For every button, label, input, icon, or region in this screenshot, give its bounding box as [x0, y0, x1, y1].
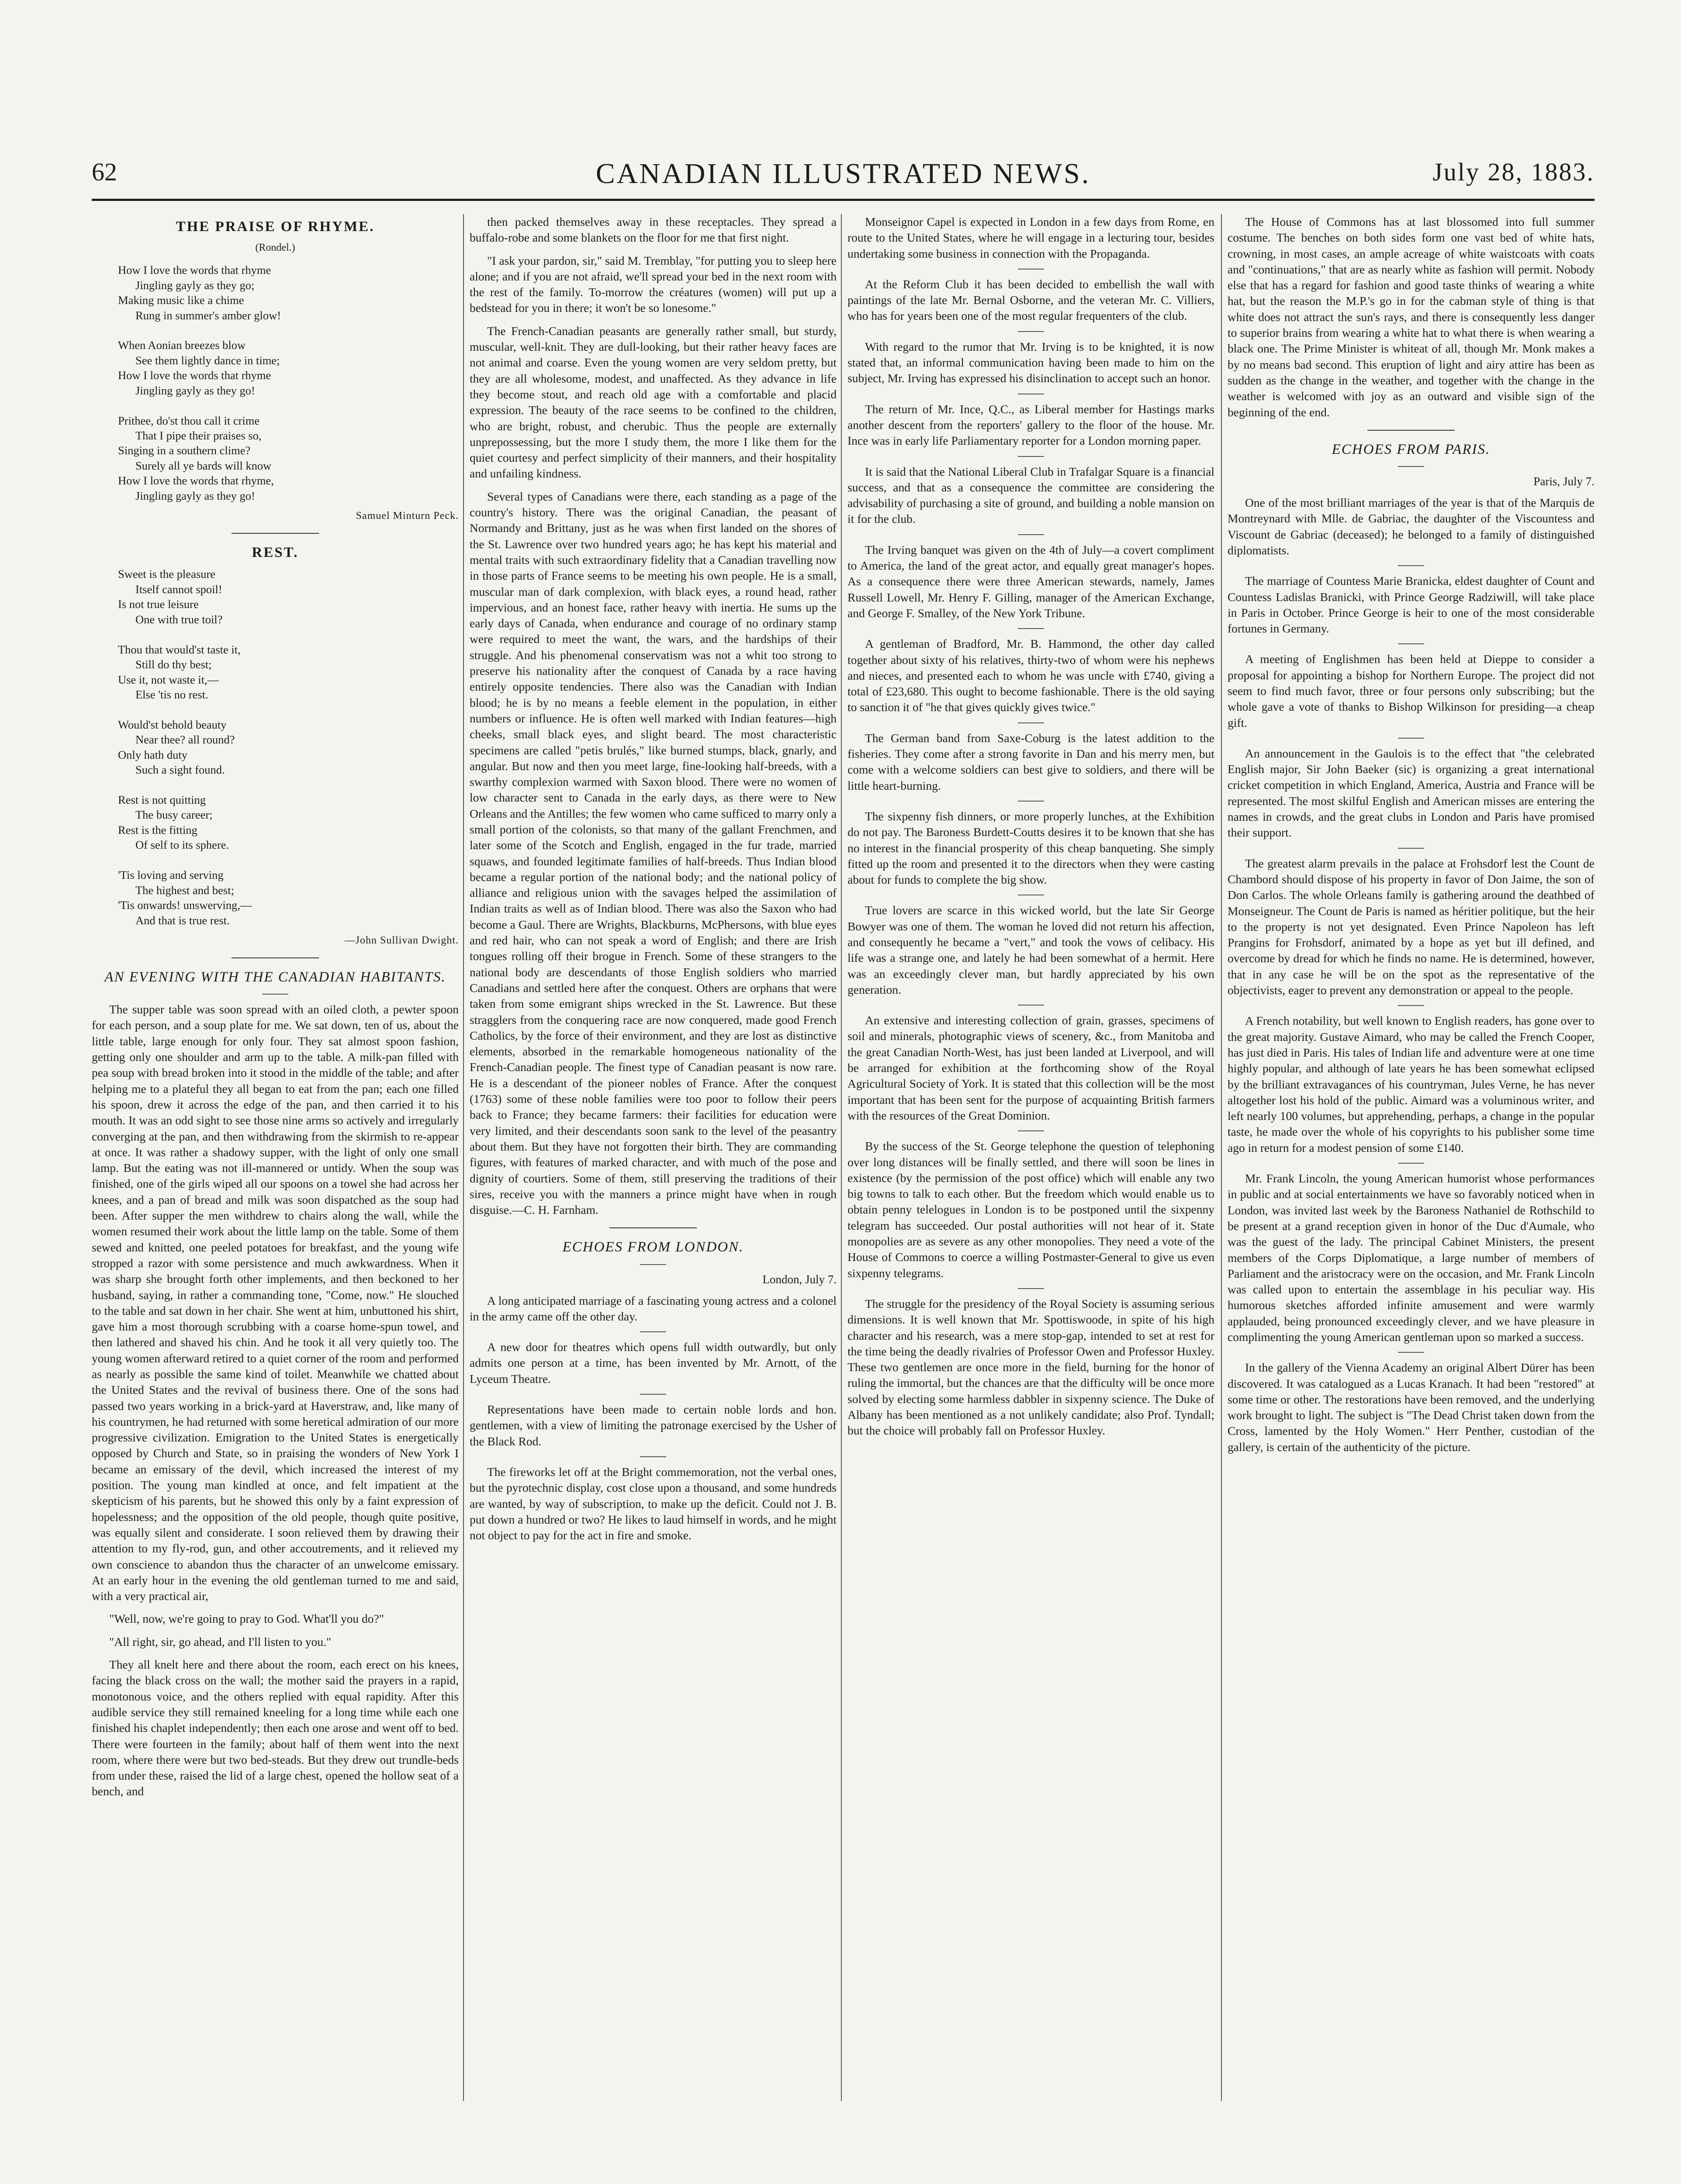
separator — [262, 994, 288, 995]
news-item: The marriage of Countess Marie Branicka, eldest daughter of Count and Countess Ladislas Branicki, with Prince George Radziwill, will take place in Paris in October. Prince George is heir to one of the most considerable fortunes in Germany. — [1228, 574, 1595, 636]
poem-line: That I pipe their praises so, — [135, 429, 262, 442]
separator — [1398, 643, 1424, 644]
paragraph: The supper table was soon spread with an oiled cloth, a pewter spoon for each person, and a soup plate for me. We sat down, ten of us, about the little table, large enough for only four. They sat almost spoon fashion, getting only one shoulder and arm up to the table. A milk-pan filled with pea soup with bread broken into it stood in the middle of the table; and after helping me to a plateful they all began to eat from the pan; each one filled his spoon, drew it across the edge of the pan, and then carried it to his mouth. It was an odd sight to see those nine arms so actively and irregularly converging at the pan, and then withdrawing from the skirmish to re-appear at once. It was rather a shadowy supper, with the light of only one small lamp. But the eating was not ill-mannered or untidy. When the soup was finished, one of the girls wiped all our spoons on a towel she had across her knees, and a pan of bread and milk was soon dispatched as the soup had been. After supper the men withdrew to chairs along the wall, while the women resumed their work about the little lamp on the table. Some of them sewed and knitted, one peeled potatoes for breakfast, and the young wife stropped a razor with some persistence and much awkwardness. When it was sharp she brought forth other implements, and then beckoned to her husband, saying, in rather a commanding tone, "Come, now." He slouched to the table and sat down in her chair. She went at him, unbuttoned his shirt, gave him a most thorough scrubbing with a coarse home-spun towel, and then lathered and shaved his chin. And he took it all very quietly too. The young women afterward retired to a quiet corner of the room and performed as nearly as possible the same kind of toilet. Meanwhile we chatted about the United States and the revival of business there. One of the sons had passed two years working in a brick-yard at Haverstraw, and, like many of his countrymen, he had returned with some heretical admiration of our more progressive civilization. Emigration to the United States is energetically opposed by Church and State, so in praising the wonders of New York I became an emissary of the devil, which increased the interest of my position. The young man kindled at once, and felt impatient at the skepticism of his parents, but he showed this only by a faint expression of hopelessness; and the opposition of the old people, though quite positive, was equally silent and considerate. I soon relieved them by drawing their attention to my fly-rod, gun, and other accoutrements, and it relieved my own conscience to abandon thus the character of an unwelcome emissary. At an early hour in the evening the old gentleman turned to me and said, with a very practical air, — [92, 1002, 459, 1603]
separator — [1018, 628, 1044, 629]
news-item: The return of Mr. Ince, Q.C., as Liberal member for Hastings marks another descent from the reporters' gallery to the floor of the house. Mr. Ince was in early life Parliamentary reporter for a London morning paper. — [847, 402, 1214, 448]
dateline: Paris, July 7. — [1533, 475, 1595, 488]
poem-line: Jingling gayly as they go; — [135, 278, 255, 292]
poem-line: Such a sight found. — [135, 763, 225, 777]
paragraph: "All right, sir, go ahead, and I'll listen to you." — [109, 1635, 332, 1648]
separator — [1398, 1005, 1424, 1006]
poem-title: REST. — [252, 544, 299, 560]
poem-line: The busy career; — [135, 808, 213, 822]
separator — [1018, 331, 1044, 332]
poem-line: Would'st behold beauty — [118, 718, 227, 731]
issue-date: July 28, 1883. — [1432, 158, 1595, 186]
stanza-gap — [118, 853, 459, 867]
poem-line: Else 'tis no rest. — [135, 688, 208, 701]
column-divider — [463, 214, 464, 2101]
paragraph: The French-Canadian peasants are generally rather small, but sturdy, muscular, well-knit. They are dull-looking, but their rather heavy faces are not animal and coarse. Even the young women are very seldom pretty, but they are all wholesome, modest, and unaffected. As they advance in life they become stout, and reach old age with a comfortable and placid expression. The beauty of the race seems to be confined to the children, who are bright, robust, and cherubic. Thus the people are externally unprepossessing, but the more I study them, the more I like them for the quiet courtesy and perfect simplicity of their manners, and their hospitality and unfailing kindness. — [470, 324, 837, 480]
poem-line: Jingling gayly as they go! — [135, 489, 255, 502]
separator — [232, 957, 319, 958]
poem-author: —John Sullivan Dwight. — [344, 934, 459, 946]
article-body — [470, 214, 837, 1218]
news-item: Mr. Frank Lincoln, the young American humorist whose performances in public and at social entertainments we have so favorably noticed when in London, was invited last week by the Baroness Nathaniel de Rothschild to be present at a grand reception given in honor of the Duc d'Aumale, who was the guest of the lady. The principal Cabinet Ministers, the present members of the Corps Diplomatique, a large number of members of Parliament and the aristocracy were on the occasion, and Mr. Frank Lincoln was called upon to entertain the assemblage in his peculiar way. His humorous sketches afforded infinite amusement and were warmly applauded, being pronounced exceedingly clever, and we have pleasure in complimenting the young American gentleman upon so marked a success. — [1228, 1171, 1595, 1344]
poem-line: The highest and best; — [135, 883, 234, 897]
poem-line: Itself cannot spoil! — [135, 582, 222, 596]
page-header — [92, 157, 1595, 210]
poem-line: Use it, not waste it,— — [118, 673, 219, 686]
paragraph: They all knelt here and there about the room, each erect on his knees, facing the black cross on the wall; the mother said the prayers in a rapid, monotonous voice, and the others replied with equal rapidity. After this audible service they still remained kneeling for a long time while each one finished his chaplet independently; then each one arose and went off to bed. There were fourteen in the family; about half of them went into the next room, where there were but two bed-steads. But they drew out trundle-beds from under these, raised the lid of a large chest, opened the hollow seat of a bench, and — [92, 1658, 459, 1798]
poem-line: When Aonian breezes blow — [118, 339, 246, 352]
separator — [1398, 848, 1424, 849]
header-rule — [92, 199, 1595, 201]
section-title: ECHOES FROM LONDON. — [562, 1239, 744, 1255]
news-item: The sixpenny fish dinners, or more properly lunches, at the Exhibition do not pay. The Baroness Burdett-Coutts desires it to be known that she has no interest in the financial prosperity of this cheap banqueting. She simply fitted up the room and presented it to the directors when they were casting about for funds to complete the big show. — [847, 809, 1214, 887]
news-item: An announcement in the Gaulois is to the effect that "the celebrated English major, Sir John Baeker (sic) is organizing a great international cricket competition in which England, America, Austria and France will be represented. The most skilful English and American misses are entering the names in crowds, and the great clubs in London and Paris have promised their support. — [1228, 746, 1595, 840]
separator — [640, 1264, 666, 1265]
column-1 — [92, 214, 459, 1807]
news-item: The greatest alarm prevails in the palace at Frohsdorf lest the Count de Chambord should dispose of his property in favor of Don Jaime, the son of Don Carlos. The whole Orleans family is gathering around the deathbed of Monseigneur. The Count de Paris is named as héritier politique, but the heir to the property is not yet designated. Even Prince Napoleon has left Prangins for Frohsdorf, animated by a hope as yet but ill defined, and overcome by dread for which he finds no name. He is determined, however, that in any case he will be on the spot as the representative of the objectivists, eager to prevent any demonstration or appeal to the people. — [1228, 856, 1595, 997]
paragraph: then packed themselves away in these receptacles. They spread a buffalo-robe and some blankets on the floor for me that first night. — [470, 215, 837, 245]
poem-line: How I love the words that rhyme, — [118, 474, 274, 487]
news-item: At the Reform Club it has been decided to embellish the wall with paintings of the late Mr. Bernal Osborne, and the veteran Mr. C. Villiers, who has for years been one of the most regular frequenters of the club. — [847, 277, 1214, 323]
news-item: The Irving banquet was given on the 4th of July—a covert compliment to America, the land of the great actor, and equally great manager's hopes. As a consequence there were three American stewards, namely, James Russell Lowell, Mr. Henry F. Gilling, manager of the American Exchange, and George F. Smalley, of the New York Tribune. — [847, 543, 1214, 620]
separator — [1018, 269, 1044, 270]
stanza-gap — [118, 398, 459, 413]
separator — [1367, 430, 1455, 431]
separator — [232, 533, 319, 534]
separator — [1398, 466, 1424, 467]
separator — [1018, 722, 1044, 723]
poem-line: And that is true rest. — [135, 913, 230, 927]
separator — [640, 1456, 666, 1457]
news-item: The fireworks let off at the Bright commemoration, not the verbal ones, but the pyrotechnic display, cost close upon a thousand, and some hundreds are wanted, by way of subscription, to make up the deficit. Could not J. B. put down a hundred or two? He likes to laud himself in words, and he might not object to pay for the act in fire and smoke. — [470, 1465, 837, 1542]
news-item: One of the most brilliant marriages of the year is that of the Marquis de Montreynard with Mlle. de Gabriac, the daughter of the Viscountess and Viscount de Gabriac (deceased); he belonged to a family of distinguished diplomatists. — [1228, 496, 1595, 557]
poem-line: Near thee? all round? — [135, 733, 235, 746]
news-item: Monseignor Capel is expected in London in a few days from Rome, en route to the United States, where he will engage in a lecturing tour, besides undertaking some business in connection with the Propaganda. — [847, 215, 1214, 260]
paragraph: "Well, now, we're going to pray to God. What'll you do?" — [109, 1612, 384, 1626]
poem-line: Rung in summer's amber glow! — [135, 308, 281, 322]
article-title: AN EVENING WITH THE CANADIAN HABITANTS. — [104, 969, 446, 985]
separator — [1018, 1005, 1044, 1006]
poem-line: Rest is the fitting — [118, 823, 197, 836]
poem-line: Only hath duty — [118, 748, 187, 761]
stanza-gap — [118, 627, 459, 642]
separator — [1398, 565, 1424, 566]
news-item: The struggle for the presidency of the Royal Society is assuming serious dimensions. It is well known that Mr. Spottiswoode, in spite of his high character and his research, was a mere stop-gap, intended to set at rest for the time being the deadly rivalries of Professor Owen and Professor Huxley. These two gentlemen are once more in the field, burning for the honor of ruling the immortal, but the chances are that the difficulty will be once more solved by electing some harmless dabbler in sixpenny science. The Duke of Albany has been mentioned as a not unlikely candidate; also Prof. Tyndall; but the choice will probably fall on Professor Huxley. — [847, 1296, 1214, 1438]
separator — [1018, 534, 1044, 535]
poem-author: Samuel Minturn Peck. — [356, 510, 459, 522]
news-items — [847, 214, 1214, 1439]
separator — [1018, 456, 1044, 457]
poem-line: How I love the words that rhyme — [118, 369, 271, 382]
news-item: A gentleman of Bradford, Mr. B. Hammond, the other day called together about sixty of his relatives, thirty-two of whom were his nephews and nieces, and presented each to whom he was uncle with £740, giving a total of £23,680. This ought to become fashionable. There is the old saying to sanction it of "he that gives quickly gives twice." — [847, 637, 1214, 714]
news-item: By the success of the St. George telephone the question of telephoning over long distances will be finally settled, and there will soon be lines in existence (by the permission of the post office) which will enable any two big towns to talk to each other. But the freedom which would enable us to obtain penny telelogues in London is to be postponed until the sixpenny telegram has succeeded. Our postal authorities will not hear of it. State monopolies are as severe as any other monopolies. They need a vote of the House of Commons to coerce a willing Postmaster-General to give us even sixpenny telegrams. — [847, 1139, 1214, 1280]
separator — [1018, 1130, 1044, 1131]
column-2 — [470, 214, 837, 1550]
news-item: An extensive and interesting collection of grain, grasses, specimens of soil and minerals, photographic views of scenery, &c., from Manitoba and the great Canadian North-West, has just been landed at Liverpool, and will be arranged for exhibition at the forthcoming show of the Royal Agricultural Society of York. It is stated that this collection will be the most important that has been sent for the purpose of acquainting British farmers with the resources of the Great Dominion. — [847, 1013, 1214, 1122]
news-item: A long anticipated marriage of a fascinating young actress and a colonel in the army came off the other day. — [470, 1293, 837, 1323]
news-item: It is said that the National Liberal Club in Trafalgar Square is a financial success, and that as a consequence the committee are considering the advisability of purchasing a site of ground, and building a noble mansion on it for the club. — [847, 464, 1214, 526]
stanza-gap — [118, 702, 459, 717]
separator — [1018, 801, 1044, 802]
news-item: Representations have been made to certain noble lords and hon. gentlemen, with a view of limiting the patronage exercised by the Usher of the Black Rod. — [470, 1403, 837, 1448]
news-item: The House of Commons has at last blossomed into full summer costume. The benches on both sides form one vast bed of white hats, crowning, in most cases, an ample acreage of white waistcoats with coats and "continuations," that are as nearly white as fashion will permit. Nobody else that has a regard for fashion and good taste thinks of wearing a white hat, but the reason the M.P.'s go in for the cabman style of thing is that white does not attract the sun's rays, and there is consequently less danger to superior brains from wearing a white hat to what there is when wearing a black one. The Prime Minister is whiteat of all, though Mr. Monk makes a by no means bad second. This eruption of light and airy attire has been as sudden as the change in the weather, and together with the change in the weather is welcomed with joy as an outward and visible sign of the beginning of the end. — [1228, 215, 1595, 419]
separator — [1398, 1352, 1424, 1353]
news-item: A French notability, but well known to English readers, has gone over to the great majority. Gustave Aimard, who may be called the French Cooper, has just died in Paris. His tales of Indian life and adventure were at one time highly popular, and although of late years he has been somewhat eclipsed by the brilliant extravagances of his countryman, Jules Verne, he has never altogether lost his hold of the public. Aimard was a voluminous writer, and left nearly 100 volumes, but apprehending, perhaps, a change in the popular taste, he made over the whole of his copyrights to his publisher some time ago in return for a modest pension of some £140. — [1228, 1014, 1595, 1154]
column-4 — [1228, 214, 1595, 1462]
paragraph: "I ask your pardon, sir," said M. Tremblay, "for putting you to sleep here alone; and if you are not afraid, we'll spread your bed in the next room with the rest of the family. To-morrow the créatures (women) will put up a bedstead for you in there; it won't be so lonesome." — [470, 253, 837, 315]
poem-line: 'Tis onwards! unswerving,— — [118, 898, 252, 912]
separator — [609, 1227, 697, 1228]
poem-line: Jingling gayly as they go! — [135, 384, 255, 397]
poem-line: Rest is not quitting — [118, 793, 206, 806]
dateline: London, July 7. — [762, 1272, 837, 1286]
poem-line: Sweet is the pleasure — [118, 567, 215, 581]
poem-line: How I love the words that rhyme — [118, 263, 271, 277]
article-body — [92, 1002, 459, 1800]
separator — [640, 1394, 666, 1395]
poem-line: Is not true leisure — [118, 598, 199, 611]
section-title: ECHOES FROM PARIS. — [1332, 441, 1491, 457]
news-item: True lovers are scarce in this wicked world, but the late Sir George Bowyer was one of them. The woman he loved did not return his affection, and consequently he became a "vert," and took the vows of celibacy. His life was a strange one, and lately he had been somewhat of a hermit. Here was an exceedingly clever man, but hardly appreciated by his own generation. — [847, 903, 1214, 996]
paragraph: Several types of Canadians were there, each standing as a page of the country's history. There was the original Canadian, the peasant of Normandy and Brittany, just as he was when first landed on the shores of the St. Lawrence over two hundred years ago; he has kept his material and mental traits with such extraordinary fidelity that a Canadian travelling now in those parts of France seems to be meeting his own people. He is a small, muscular man of dark complexion, with black eyes, a round head, rather impervious, and an honest face, rather heavy with inertia. He sums up the early days of Canada, when endurance and courage of no ordinary stamp were required to meet the want, the wars, and the hardships of their struggle. And his phenomenal conservatism was not a whit too strong to preserve his nationality after the conquest of Canada by a race having entirely opposite tendencies. There also was the Canadian with Indian blood; he is by no means a feeble element in the population, in either numbers or influence. He is often well marked with Indian features—high cheeks, small black eyes, and slight beard. The most characteristic specimens are called "petis brulés," like burned stumps, black, gnarly, and angular. But now and then you meet large, fine-looking half-breeds, with a swarthy complexion warmed with Saxon blood. There were no women of low character sent to Canada in the early days, as there were to New Orleans and the Antilles; the few women who came sufficed to marry only a small portion of the colonists, so that many of the gallant Frenchmen, and later some of the Scotch and English, engaged in the fur trade, married squaws, and founded legitimate families of half-breeds. Thus Indian blood became a regular portion of the national body; and the national policy of alliance and religious union with the savages helped the assimilation of Indian traits as well as of Indian blood. There was also the Saxon who had become a Gaul. There are Wrights, Blackburns, McPhersons, with blue eyes and red hair, who can not speak a word of English; and there are Irish tongues rolling off their brogue in French. Some of these strangers to the national body are descendants of those English soldiers who married Canadians and settled here after the conquest. Others are orphans that were taken from some emigrant ships wrecked in the St. Lawrence. But these stragglers from the conquering race are now conquered, made good French Catholics, by the force of their environment, and they are lost as distinctive elements, absorbed in the remarkable homogeneous nationality of the French-Canadian people. The finest type of Canadian peasant is now rare. He is a descendant of the pioneer nobles of France. After the conquest (1763) some of these noble families were too poor to follow their peers back to France; they became farmers: their facilities for education were very limited, and their descendants soon sank to the level of the peasantry about them. But they have not forgotten their birth. They are commanding figures, with features of marked character, and with much of the pose and dignity of courtiers. Some of them, still preserving the traditions of their sires, receive you with the manners a prince might have when in rough disguise.—C. H. Farnham. — [470, 489, 837, 1217]
separator — [1398, 738, 1424, 739]
stanza-gap — [118, 778, 459, 792]
masthead-title: CANADIAN ILLUSTRATED NEWS. — [595, 158, 1091, 190]
news-item: A meeting of Englishmen has been held at Dieppe to consider a proposal for appointing a bishop for Northern Europe. The project did not seem to find much favor, three or four persons only subscribing; but the whole gave a vote of thanks to Bishop Wilkinson for presiding—a cheap gift. — [1228, 652, 1595, 729]
poem-line: See them lightly dance in time; — [135, 353, 280, 367]
column-3 — [847, 214, 1214, 1446]
poem-line: Prithee, do'st thou call it crime — [118, 414, 260, 427]
poem-line: Surely all ye bards will know — [135, 459, 272, 472]
poem-line: Thou that would'st taste it, — [118, 643, 241, 656]
news-item: A new door for theatres which opens full width outwardly, but only admits one person at a time, has been invented by Mr. Arnott, of the Lyceum Theatre. — [470, 1340, 837, 1386]
poem-line: One with true toil? — [135, 612, 223, 626]
column-divider — [841, 214, 842, 2101]
stanza-gap — [118, 323, 459, 338]
poem-line: Of self to its sphere. — [135, 838, 229, 852]
poem-line: Still do thy best; — [135, 658, 212, 671]
separator — [1398, 1163, 1424, 1164]
separator — [1018, 1288, 1044, 1289]
news-items — [1228, 495, 1595, 1455]
poem-title: THE PRAISE OF RHYME. — [176, 219, 375, 235]
poem-rest — [92, 567, 459, 928]
poem-line: Singing in a southern clime? — [118, 444, 251, 457]
separator — [640, 1331, 666, 1332]
news-item: The German band from Saxe-Coburg is the latest addition to the fisheries. They come after a strong favorite in Dan and his merry men, but come with a welcome soldiers can best give to soldiers, and there will be little heart-burning. — [847, 731, 1214, 792]
poem-line: 'Tis loving and serving — [118, 868, 224, 882]
news-items — [470, 1293, 837, 1544]
poem-line: Making music like a chime — [118, 294, 244, 307]
poem-praise-of-rhyme — [92, 263, 459, 503]
poem-form: (Rondel.) — [255, 242, 295, 253]
news-item: With regard to the rumor that Mr. Irving is to be knighted, it is now stated that, an informal communication having been made to him on the subject, Mr. Irving has expressed his disinclination to accept such an honor. — [847, 339, 1214, 385]
page-number: 62 — [92, 158, 117, 186]
column-divider — [1221, 214, 1222, 2101]
news-item: In the gallery of the Vienna Academy an original Albert Dürer has been discovered. It was catalogued as a Lucas Kranach. It had been "restored" at some time or other. The restorations have been removed, and the underlying work brought to light. The subject is "The Dead Christ taken down from the Cross, lamented by the Holy Women." Herr Penther, custodian of the gallery, is certain of the authenticity of the picture. — [1228, 1361, 1595, 1454]
